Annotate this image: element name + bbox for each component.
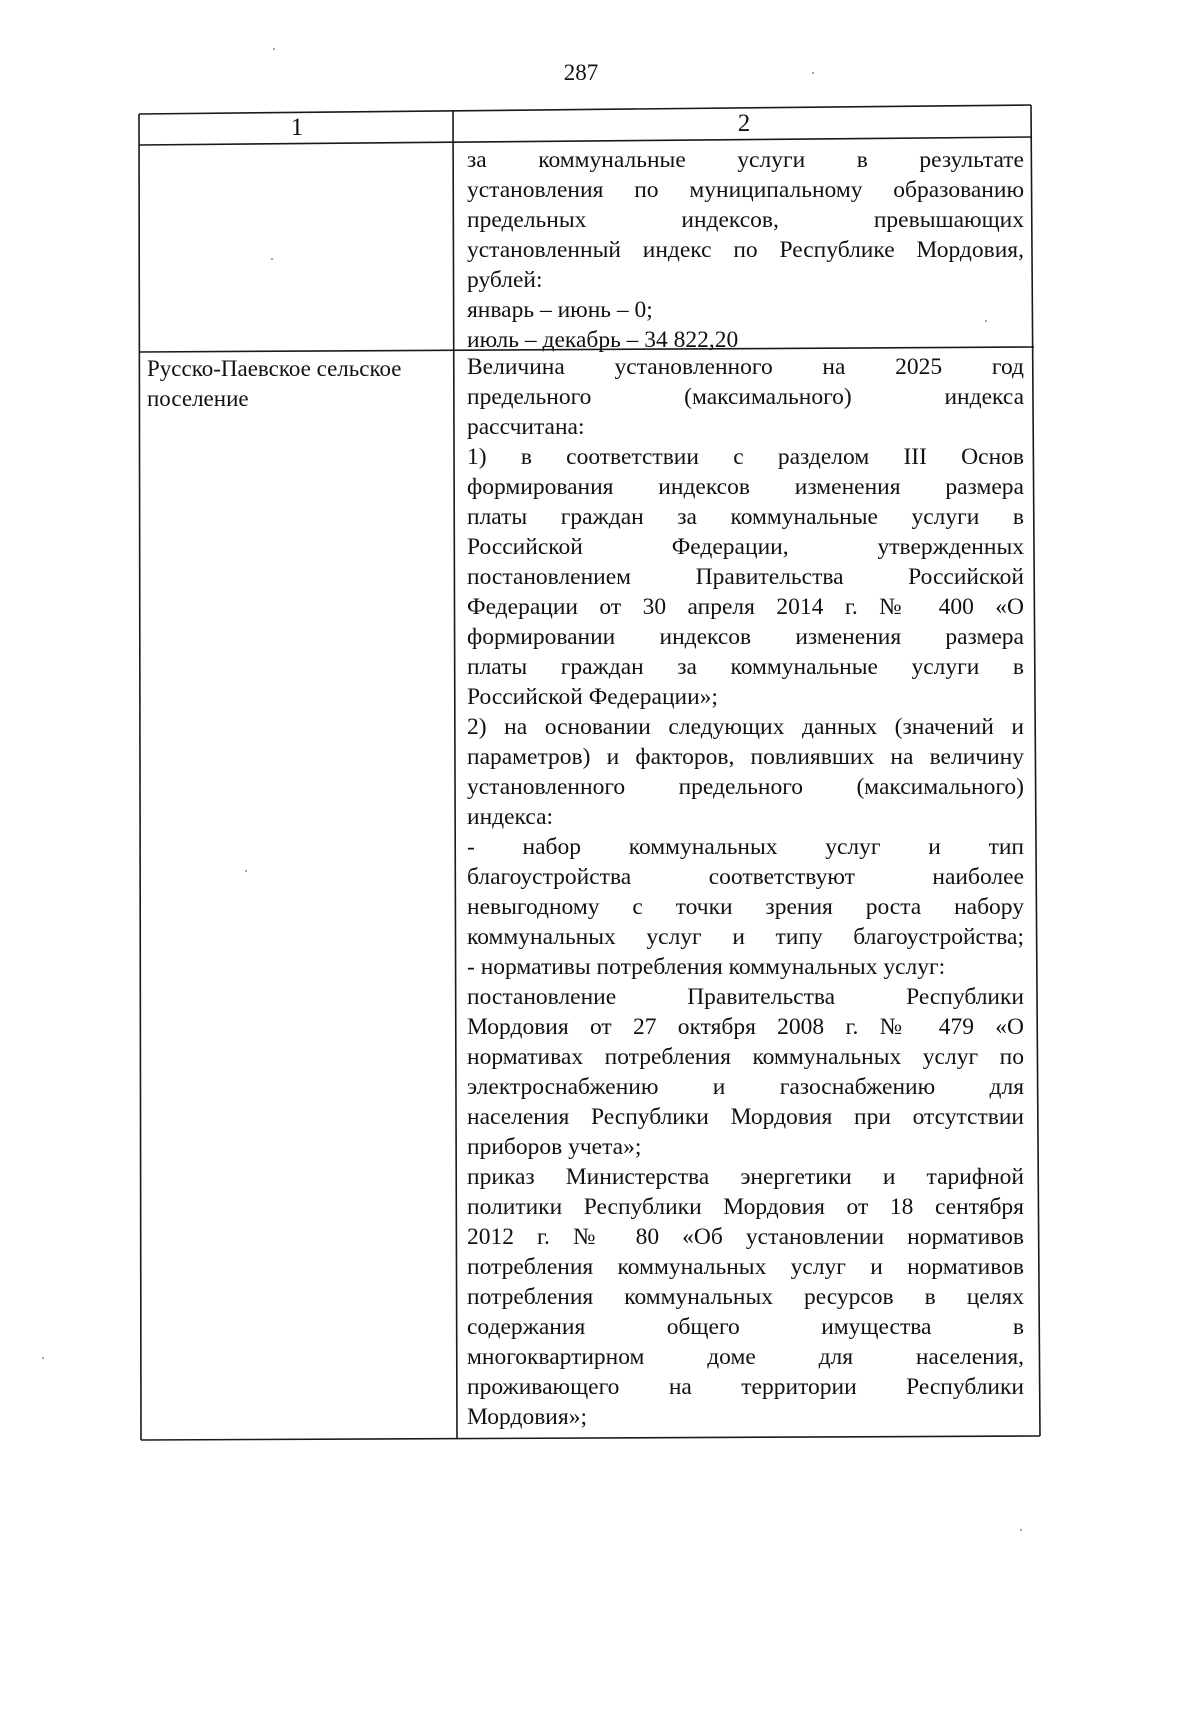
scan-speck xyxy=(273,48,275,50)
text-line: 2) на основании следующих данных (значений и xyxy=(467,714,1024,740)
text-line: электроснабжению и газоснабжению для xyxy=(467,1074,1024,1100)
text-line: установления по муниципальному образованию xyxy=(467,177,1024,203)
text-line: предельных индексов, превышающих xyxy=(467,207,1024,233)
table-left-border xyxy=(139,114,141,1440)
column-header-2: 2 xyxy=(737,110,751,137)
settlement-name: Русско-Паевское сельское поселение xyxy=(147,356,402,411)
text-line: Мордовия от 27 октября 2008 г. № 479 «О xyxy=(467,1014,1024,1040)
text-line: содержания общего имущества в xyxy=(467,1314,1024,1340)
scan-speck xyxy=(985,320,987,322)
text-line: потребления коммунальных услуг и нормативов xyxy=(467,1254,1024,1280)
text-line: постановление Правительства Республики xyxy=(467,984,1024,1010)
text-line: формирования индексов изменения размера xyxy=(467,474,1024,500)
table-right-border xyxy=(1031,105,1040,1436)
text-line: нормативах потребления коммунальных услуг по xyxy=(467,1044,1024,1070)
text-line: коммунальных услуг и типу благоустройства; xyxy=(467,924,1024,950)
text-line: предельного (максимального) индекса xyxy=(467,384,1024,410)
text-line: июль – декабрь – 34 822,20 xyxy=(467,327,739,353)
text-line: установленного предельного (максимального) xyxy=(467,774,1024,800)
text-line: многоквартирном доме для населения, xyxy=(467,1344,1024,1370)
continuation-cell xyxy=(467,145,1024,355)
scan-speck xyxy=(812,72,814,74)
index-description-cell xyxy=(467,352,1024,1432)
text-line: постановлением Правительства Российской xyxy=(467,564,1024,590)
text-line: платы граждан за коммунальные услуги в xyxy=(467,504,1024,530)
scan-speck xyxy=(271,258,273,260)
text-line: установленный индекс по Республике Мордовия, xyxy=(467,237,1024,263)
text-line: потребления коммунальных ресурсов в целях xyxy=(467,1284,1024,1310)
text-line: приказ Министерства энергетики и тарифной xyxy=(467,1164,1024,1190)
scan-speck xyxy=(42,1357,44,1359)
text-line: параметров) и факторов, повлиявших на величину xyxy=(467,744,1024,770)
text-line: невыгодному с точки зрения роста набору xyxy=(467,894,1024,920)
text-line: январь – июнь – 0; xyxy=(467,297,653,323)
text-line: 2012 г. № 80 «Об установлении нормативов xyxy=(467,1224,1024,1250)
text-line: приборов учета»; xyxy=(467,1134,642,1160)
text-line: населения Республики Мордовия при отсутствии xyxy=(467,1104,1024,1130)
text-line: формировании индексов изменения размера xyxy=(467,624,1024,650)
column-divider xyxy=(453,111,457,1438)
text-line: Российской Федерации»; xyxy=(467,684,718,710)
scan-speck xyxy=(1020,1529,1022,1531)
scan-speck xyxy=(245,870,247,872)
text-line: - нормативы потребления коммунальных услуг: xyxy=(467,954,946,980)
column-header-1: 1 xyxy=(290,114,304,141)
text-line: - набор коммунальных услуг и тип xyxy=(467,834,1024,860)
text-line: за коммунальные услуги в результате xyxy=(467,147,1024,173)
text-line: 1) в соответствии с разделом III Основ xyxy=(467,444,1024,470)
table-bottom-border xyxy=(141,1436,1040,1440)
text-line: индекса: xyxy=(467,804,554,830)
text-line: рассчитана: xyxy=(467,414,585,440)
text-line: проживающего на территории Республики xyxy=(467,1374,1024,1400)
text-line: политики Республики Мордовия от 18 сентября xyxy=(467,1194,1024,1220)
text-line: рублей: xyxy=(467,267,543,293)
text-line: Величина установленного на 2025 год xyxy=(467,354,1024,380)
text-line: благоустройства соответствуют наиболее xyxy=(467,864,1024,890)
text-line: Российской Федерации, утвержденных xyxy=(467,534,1024,560)
page-number: 287 xyxy=(563,60,599,85)
text-line: Федерации от 30 апреля 2014 г. № 400 «О xyxy=(467,594,1024,620)
text-line: платы граждан за коммунальные услуги в xyxy=(467,654,1024,680)
text-line: Мордовия»; xyxy=(467,1404,587,1430)
